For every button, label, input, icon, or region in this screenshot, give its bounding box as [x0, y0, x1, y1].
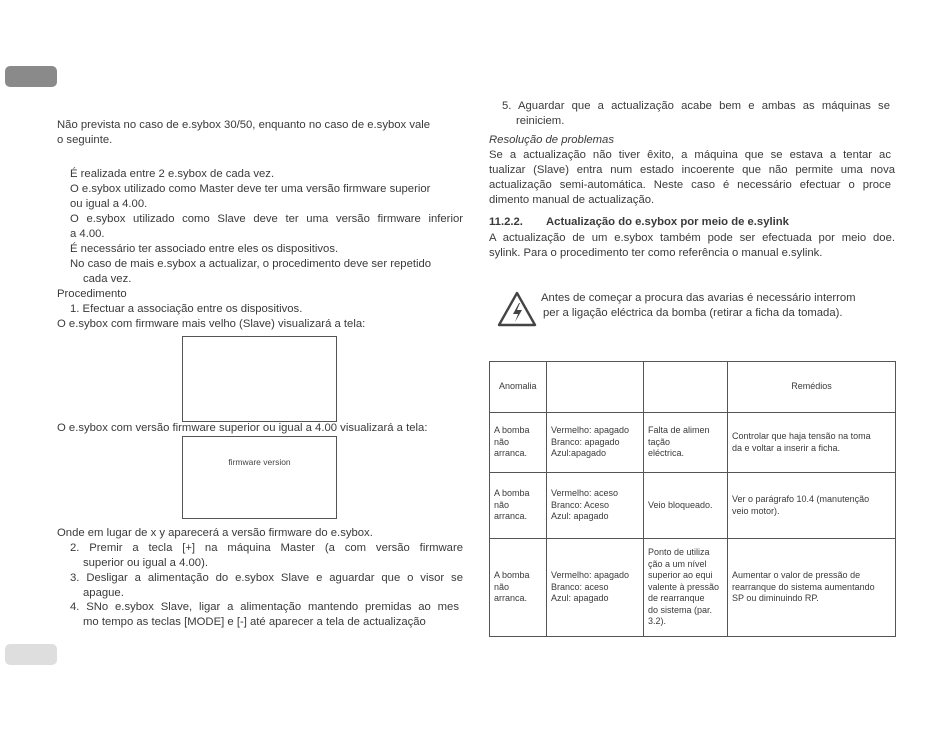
procedure-step-5: 5. Aguardar que a actualização acabe bem e ambas as máquinas se	[502, 100, 890, 112]
condition-line: No caso de mais e.sybox a actualizar, o procedimento deve ser repetido	[70, 258, 432, 270]
electrical-hazard-icon	[497, 291, 537, 327]
troubleshoot-title: Resolução de problemas	[489, 134, 614, 146]
condition-line: O e.sybox utilizado como Master deve ter uma versão firmware superior	[70, 183, 431, 195]
cause-cell: Veio bloqueado.	[644, 473, 728, 539]
section-number: 11.2.2.	[489, 216, 523, 228]
xy-note: Onde em lugar de x y aparecerá a versão firmware do e.sybox.	[57, 527, 373, 539]
procedure-step-1: 1. Efectuar a associação entre os dispositivos.	[70, 303, 303, 315]
troubleshoot-line: tualizar (Slave) entra num estado incoerente que não permite uma nova	[489, 164, 895, 176]
remedy-cell: Ver o parágrafo 10.4 (manutenção veio motor).	[728, 473, 896, 539]
procedure-step: mo tempo as teclas [MODE] e [-] até aparecer a tela de actualização	[83, 616, 426, 628]
condition-line: É necessário ter associado entre eles os dispositivos.	[70, 243, 339, 255]
condition-line: cada vez.	[83, 273, 132, 285]
anomaly-cell: A bomba não arranca.	[490, 413, 547, 473]
master-display-screen	[182, 436, 337, 519]
header-leds	[547, 362, 644, 413]
section-body-line: A actualização de um e.sybox também pode ser efectuada por meio doe.	[489, 232, 895, 244]
condition-line: ou igual a 4.00.	[70, 198, 148, 210]
procedure-step-5-cont: reiniciem.	[516, 115, 565, 127]
section-body-line: sylink. Para o procedimento ter como referência o manual e.sylink.	[489, 247, 823, 259]
section-title: Actualização do e.sybox por meio de e.sylink	[546, 216, 789, 228]
leds-cell: Vermelho: aceso Branco: Aceso Azul: apagado	[547, 473, 644, 539]
procedure-step: superior ou igual a 4.00).	[83, 557, 208, 569]
firmware-version-label: firmware version	[228, 457, 291, 467]
procedure-step: 4. SNo e.sybox Slave, ligar a alimentação mantendo premidas ao mes	[70, 601, 459, 613]
slave-screen-caption: O e.sybox com firmware mais velho (Slave) visualizará a tela:	[57, 318, 366, 330]
anomaly-cell: A bomba não arranca.	[490, 473, 547, 539]
troubleshooting-table	[489, 361, 896, 637]
procedure-label: Procedimento	[57, 288, 127, 300]
warning-line: Antes de começar a procura das avarias é necessário interrom	[541, 292, 856, 304]
table-header-row	[490, 362, 896, 413]
troubleshoot-line: dimento manual de actualização.	[489, 194, 655, 206]
remedy-cell: Controlar que haja tensão na toma da e voltar a inserir a ficha.	[728, 413, 896, 473]
cause-cell: Falta de alimen tação eléctrica.	[644, 413, 728, 473]
leds-cell: Vermelho: apagado Branco: aceso Azul: apagado	[547, 539, 644, 637]
procedure-step: apague.	[83, 587, 124, 599]
page-tab-top	[5, 66, 57, 87]
leds-cell: Vermelho: apagado Branco: apagado Azul:apagado	[547, 413, 644, 473]
slave-display-screen	[182, 336, 337, 422]
master-screen-caption: O e.sybox com versão firmware superior ou igual a 4.00 visualizará a tela:	[57, 422, 428, 434]
table-row	[490, 473, 896, 539]
header-remedios: Remédios	[728, 362, 896, 413]
anomaly-cell: A bomba não arranca.	[490, 539, 547, 637]
troubleshoot-line: Se a actualização não tiver êxito, a máquina que se estava a tentar ac	[489, 149, 891, 161]
table-row	[490, 539, 896, 637]
table-row	[490, 413, 896, 473]
page-tab-bottom	[5, 644, 57, 665]
condition-line: a 4.00.	[70, 228, 105, 240]
remedy-cell: Aumentar o valor de pressão de rearranque do sistema aumentando SP ou diminuindo RP.	[728, 539, 896, 637]
header-causes	[644, 362, 728, 413]
troubleshoot-line: actualização semi-automática. Neste caso é necessário efectuar o proce	[489, 179, 891, 191]
header-anomalia: Anomalia	[490, 362, 547, 413]
cause-cell: Ponto de utiliza ção a um nível superior ao equi valente à pressão de rearranque do sistema (par. 3.2).	[644, 539, 728, 637]
intro-line-2: o seguinte.	[57, 134, 113, 146]
condition-line: É realizada entre 2 e.sybox de cada vez.	[70, 168, 275, 180]
intro-line-1: Não prevista no caso de e.sybox 30/50, enquanto no caso de e.sybox vale	[57, 119, 431, 131]
procedure-step: 3. Desligar a alimentação do e.sybox Slave e aguardar que o visor se	[70, 572, 463, 584]
warning-line: per a ligação eléctrica da bomba (retirar a ficha da tomada).	[543, 307, 843, 319]
condition-line: O e.sybox utilizado como Slave deve ter uma versão firmware inferior	[70, 213, 463, 225]
procedure-step: 2. Premir a tecla [+] na máquina Master (a com versão firmware	[70, 542, 463, 554]
